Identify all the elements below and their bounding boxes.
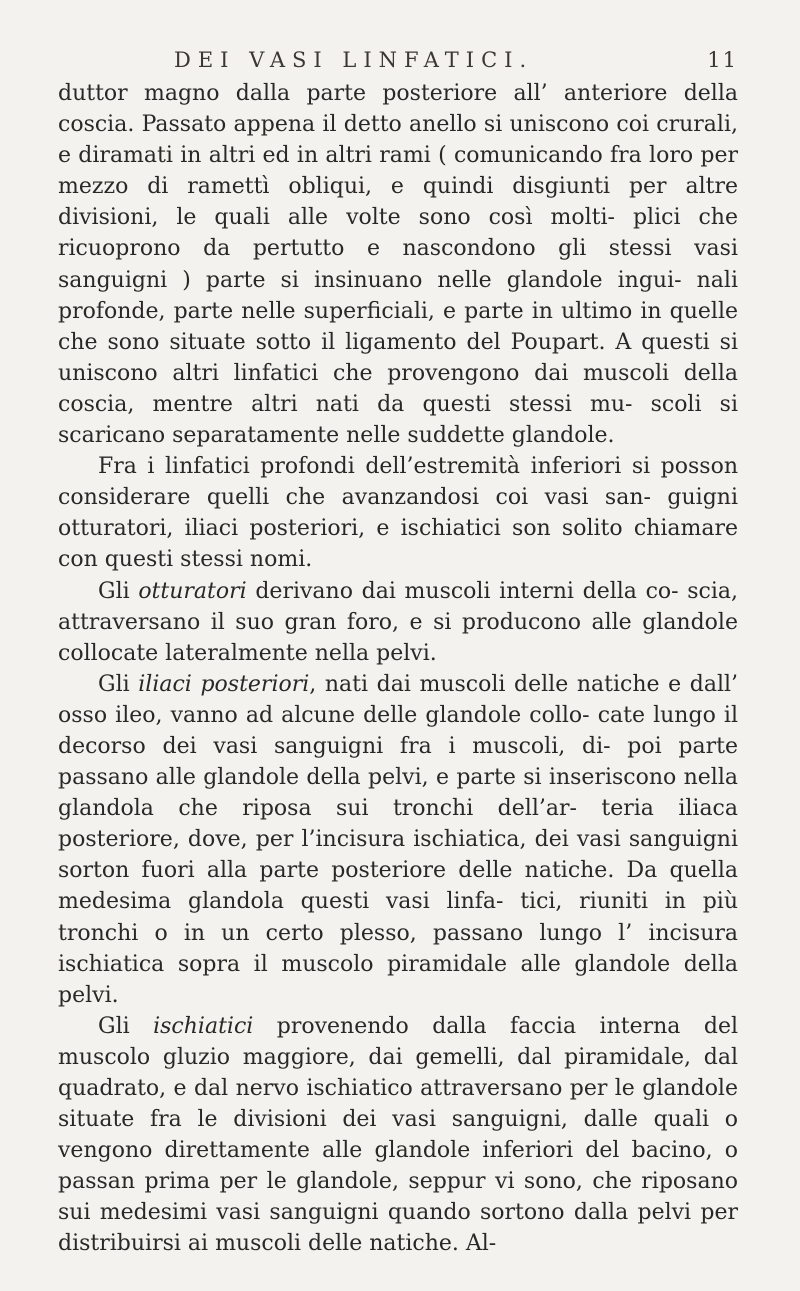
body-text [58,78,738,1260]
paragraph-2-text: Fra i linfatici profondi dell’estremità inferiori si posson considerare quelli che avanzandosi coi vasi san- guigni otturatori, iliaci posteriori, e ischiatici son solito chiamare con questi stessi nomi. [58,454,738,573]
term-otturatori: otturatori [138,578,247,604]
paragraph-1-text: duttor magno dalla parte posteriore all’ anteriore della coscia. Passato appena il detto anello si uniscono coi crurali, e diramati in altri ed in altri rami ( comunicando fra loro per mezzo di ramettì obliqui, e quindi disgiunti per altre divisioni, le quali alle volte sono così molti- plici che ricuoprono da pertutto e nascondono gli stessi vasi sanguigni ) parte si insinuano nelle glandole ingui- nali profonde, parte nelle superficiali, e parte in ultimo in quelle che sono situate sotto il ligamento del Poupart. A questi si uniscono altri linfatici che provengono dai muscoli della coscia, mentre altri nati da questi stessi mu- scoli si scaricano separatamente nelle suddette glandole. [58,81,738,449]
paragraph-2 [58,451,738,575]
paragraph-1 [58,78,738,451]
term-iliaci-posteriori: iliaci posteriori [138,671,310,697]
paragraph-5-lead: Gli [98,1013,154,1039]
paragraph-4-lead: Gli [98,671,139,697]
paragraph-3-text: derivano dai muscoli interni della co- scia, attraversano il suo gran foro, e si producono alle glandole collocate lateralmente nella pelvi. [58,578,738,666]
paragraph-3-lead: Gli [98,578,139,604]
paragraph-4 [58,669,738,1011]
paragraph-5-text: provenendo dalla faccia interna del muscolo gluzio maggiore, dai gemelli, dal piramidale, dal quadrato, e dal nervo ischiatico attraversano per le glandole situate fra le divisioni dei vasi sanguigni, dalle quali o vengono direttamente alle glandole inferiori del bacino, o passan prima per le glandole, seppur vi sono, che riposano sui medesimi vasi sanguigni quando sortono dalla pelvi per distribuirsi ai muscoli delle natiche. Al- [58,1013,738,1257]
paragraph-4-text: , nati dai muscoli delle natiche e dall’ osso ileo, vanno ad alcune delle glandole collo- cate lungo il decorso dei vasi sanguigni fra i muscoli, di- poi parte passano alle glandole della pelvi, e parte si inseriscono nella glandola che riposa sui tronchi dell’ar- teria iliaca posteriore, dove, per l’incisura ischiatica, dei vasi sanguigni sorton fuori alla parte posteriore delle natiche. Da quella medesima glandola questi vasi linfa- tici, riuniti in più tronchi o in un certo plesso, passano lungo l’ incisura ischiatica sopra il muscolo piramidale alle glandole della pelvi. [58,671,739,1008]
running-header [58,38,738,78]
paragraph-5 [58,1011,738,1260]
page-number: 11 [707,48,738,72]
running-title: DEI VASI LINFATICI. [174,48,534,72]
paragraph-3 [58,576,738,669]
term-ischiatici: ischiatici [153,1013,254,1039]
